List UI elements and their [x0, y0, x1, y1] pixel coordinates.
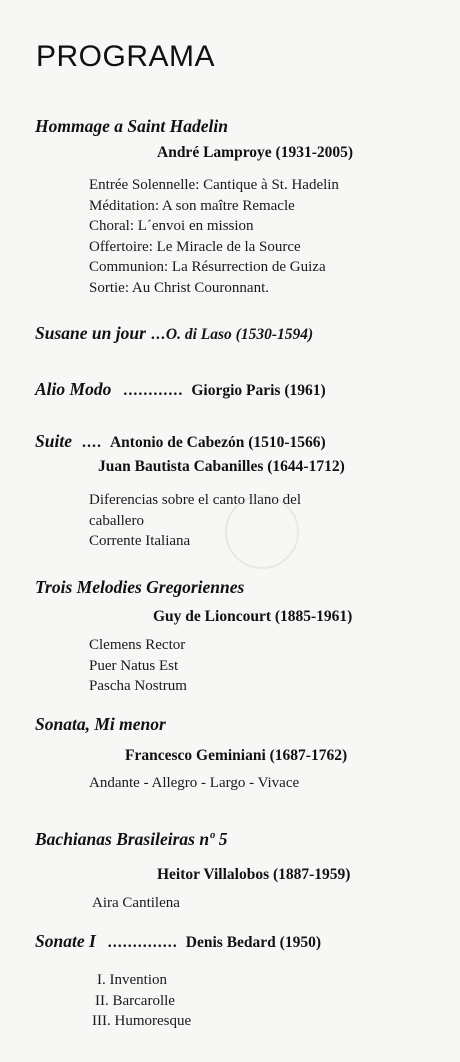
movement-item: Sortie: Au Christ Couronnant. — [89, 279, 269, 296]
movement-list-suite — [89, 490, 301, 552]
piece-title-alio-modo: Alio Modo — [35, 379, 112, 399]
dot-leader: .... — [81, 434, 102, 451]
movement-item: I. Invention — [97, 972, 167, 988]
movement-item: III. Humoresque — [92, 1013, 192, 1030]
piece-title-sonate-i: Sonate I — [35, 931, 96, 951]
piece-title-hommage: Hommage a Saint Hadelin — [35, 116, 229, 136]
composer-di-laso: O. di Laso (1530-1594) — [165, 326, 314, 343]
movement-item: Andante - Allegro - Largo - Vivace — [89, 775, 300, 791]
movement-item: Diferencias sobre el canto llano del — [89, 492, 301, 508]
movement-item: Communion: La Résurrection de Guiza — [89, 259, 326, 276]
movement-item: Corrente Italiana — [89, 533, 191, 550]
movement-item: Méditation: A son maître Remacle — [89, 197, 295, 214]
piece-title-sonata: Sonata, Mi menor — [35, 714, 166, 734]
piece-title-susane: Susane un jour — [35, 323, 146, 343]
movement-list-sonate-i — [92, 970, 192, 1032]
movement-list-sonata — [89, 773, 299, 794]
composer-lioncourt: Guy de Lioncourt (1885-1961) — [153, 608, 353, 625]
composer-cabezon: Antonio de Cabezón (1510-1566) — [109, 434, 326, 451]
movement-list-hommage — [89, 175, 339, 299]
piece-row-susane — [35, 323, 313, 344]
movement-item: Entrée Solennelle: Cantique à St. Hadelin — [89, 177, 339, 193]
movement-list-bachianas — [92, 893, 180, 914]
movement-item: Clemens Rector — [89, 637, 186, 653]
composer-paris: Giorgio Paris (1961) — [191, 382, 326, 399]
dot-leader: .............. — [107, 934, 178, 951]
page-title: PROGRAMA — [36, 40, 216, 73]
piece-title-trois-melodies: Trois Melodies Gregoriennes — [35, 577, 245, 597]
composer-geminiani: Francesco Geminiani (1687-1762) — [125, 747, 348, 764]
dot-leader: ............ — [123, 382, 184, 399]
piece-title-suite: Suite — [35, 431, 72, 451]
composer-cabanilles: Juan Bautista Cabanilles (1644-1712) — [98, 458, 345, 475]
movement-item: Puer Natus Est — [89, 657, 179, 674]
composer-villalobos: Heitor Villalobos (1887-1959) — [157, 866, 351, 883]
movement-item: caballero — [89, 512, 144, 529]
composer-lamproye: André Lamproye (1931-2005) — [157, 144, 354, 161]
piece-title-bachianas: Bachianas Brasileiras nº 5 — [35, 829, 228, 849]
dot-leader: ... — [145, 326, 166, 343]
movement-item: Aira Cantilena — [92, 895, 180, 911]
piece-row-sonate-i — [35, 931, 321, 952]
movement-list-trois-melodies — [89, 635, 187, 697]
piece-row-suite — [35, 431, 326, 452]
movement-item: Pascha Nostrum — [89, 678, 187, 695]
movement-item: Offertoire: Le Miracle de la Source — [89, 238, 301, 255]
movement-item: II. Barcarolle — [95, 992, 175, 1009]
piece-row-alio-modo — [35, 379, 326, 400]
composer-bedard: Denis Bedard (1950) — [185, 934, 321, 951]
movement-item: Choral: L´envoi en mission — [89, 218, 254, 235]
